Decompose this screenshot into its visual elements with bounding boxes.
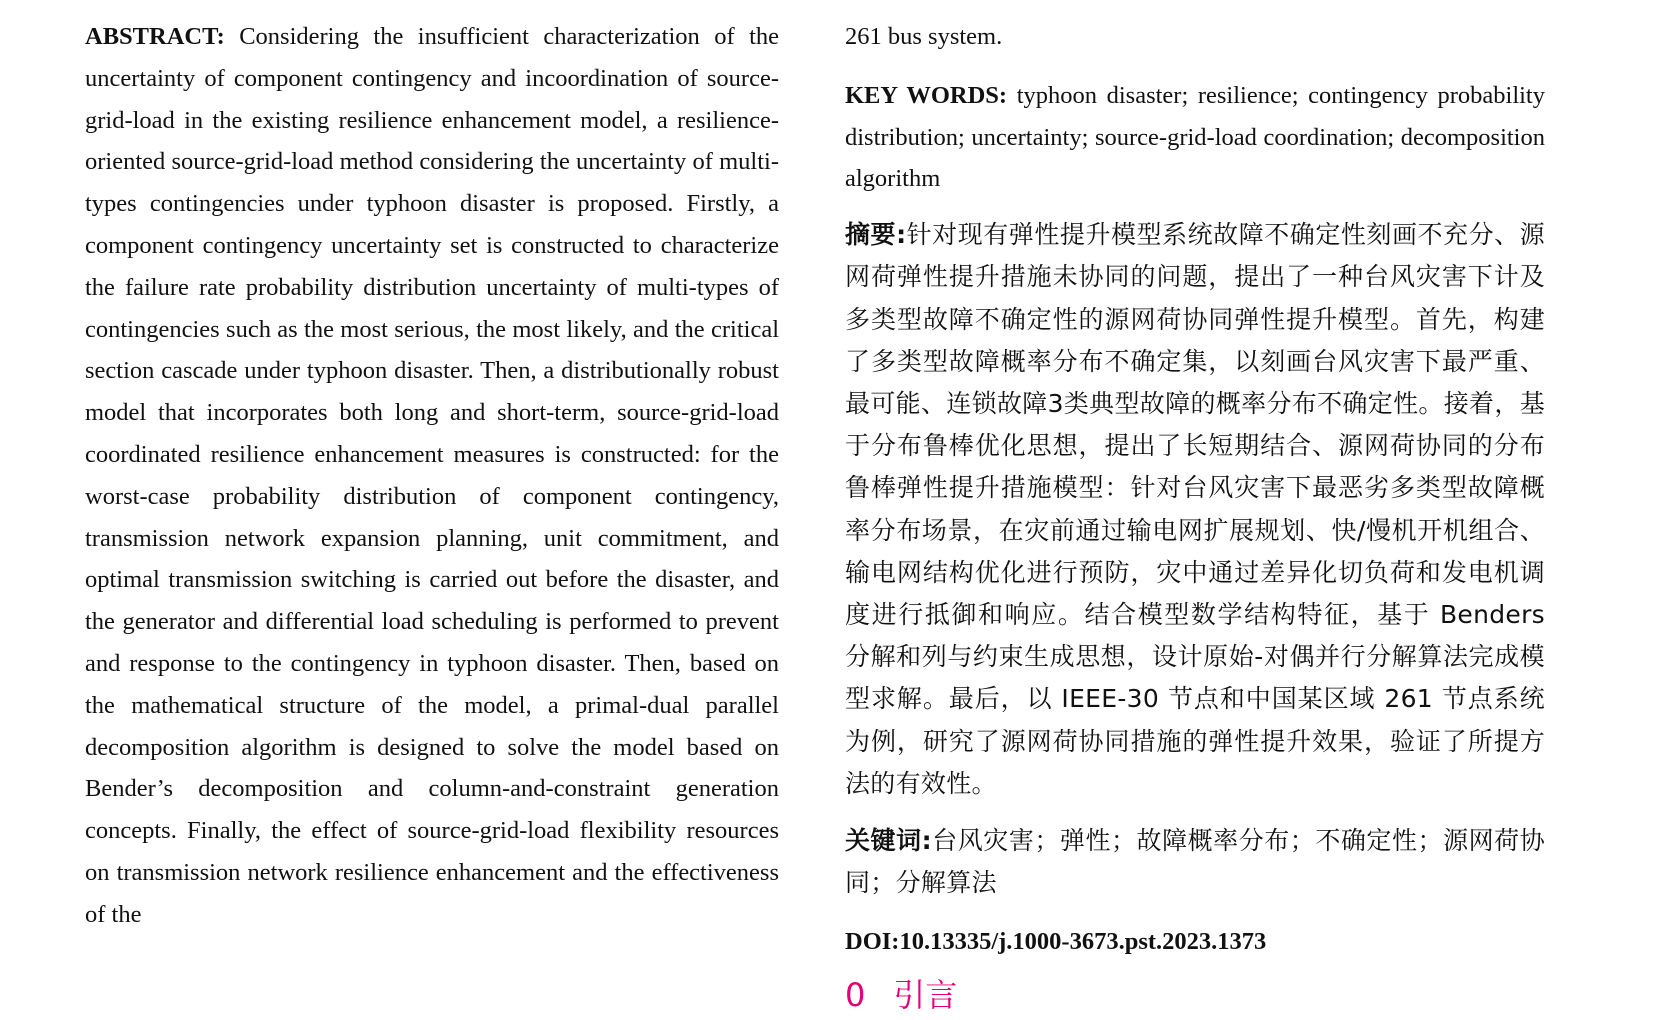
chinese-abstract-text: 针对现有弹性提升模型系统故障不确定性刻画不充分、源网荷弹性提升措施未协同的问题，提出了一种台风灾害下计及多类型故障不确定性的源网荷协同弹性提升模型。首先，构建了多类型故障概率分布不确定集，以刻画台风灾害下最严重、最可能、连锁故障3类典型故障的概率分布不确定性。接着，基于分布鲁棒优化思想，提出了长短期结合、源网荷协同的分布鲁棒弹性提升措施模型：针对台风灾害下最恶劣多类型故障概率分布场景，在灾前通过输电网扩展规划、快/慢机开机组合、输电网结构优化进行预防，灾中通过差异化切负荷和发电机调度进行抵御和响应。结合模型数学结构特征，基于 Benders 分解和列与约束生成思想，设计原始-对偶并行分解算法完成模型求解。最后，以 IEEE-30 节点和中国某区域 261 节点系统为例，研究了源网荷协同措施的弹性提升效果，验证了所提方法的有效性。 [845,220,1545,798]
doi-label: DOI: [845,928,900,956]
english-abstract-text: Considering the insufficient characterization of the uncertainty of component contingency and incoordination of source-grid-load in the existing resilience enhancement model, a resilience-oriented source-grid-load method considering the uncertainty of multi-types contingencies under typhoon disaster is proposed. Firstly, a component contingency uncertainty set is constructed to characterize the failure rate probability distribution uncertainty of multi-types of contingencies such as the most serious, the most likely, and the critical section cascade under typhoon disaster. Then, a distributionally robust model that incorporates both long and short-term, source-grid-load coordinated resilience enhancement measures is constructed: for the worst-case probability distribution of component contingency, transmission network expansion planning, unit commitment, and optimal transmission switching is carried out before the disaster, and the generator and differential load scheduling is performed to prevent and response to the contingency in typhoon disaster. Then, based on the mathematical structure of the model, a primal-dual parallel decomposition algorithm is designed to solve the model based on Bender’s decomposition and column-and-constraint generation concepts. Finally, the effect of source-grid-load flexibility resources on transmission network resilience enhancement and the effectiveness of the [85,23,780,928]
chinese-keywords [845,820,1545,904]
section-title: 引言 [893,976,958,1015]
section-heading-introduction [845,973,1545,1017]
english-abstract-continuation: 261 bus system. [845,23,1003,50]
english-keywords-label: KEY WORDS: [845,81,1008,109]
english-abstract-label: ABSTRACT: [85,23,225,50]
doi-value[interactable]: 10.13335/j.1000-3673.pst.2023.1373 [899,928,1267,956]
chinese-keywords-label: 关键词: [845,826,932,856]
english-keywords-text: typhoon disaster; resilience; contingency probability distribution; uncertainty; source-grid-load coordination; decomposition algorithm [845,81,1545,193]
section-number: 0 [845,976,866,1015]
chinese-keywords-text: 台风灾害；弹性；故障概率分布；不确定性；源网荷协同；分解算法 [845,826,1546,898]
chinese-abstract [845,214,1545,805]
chinese-abstract-label: 摘要: [845,220,907,250]
doi-line [845,921,1545,963]
left-column [85,16,779,936]
english-keywords [845,75,1545,200]
right-column [845,16,1545,1017]
english-abstract [85,16,779,936]
